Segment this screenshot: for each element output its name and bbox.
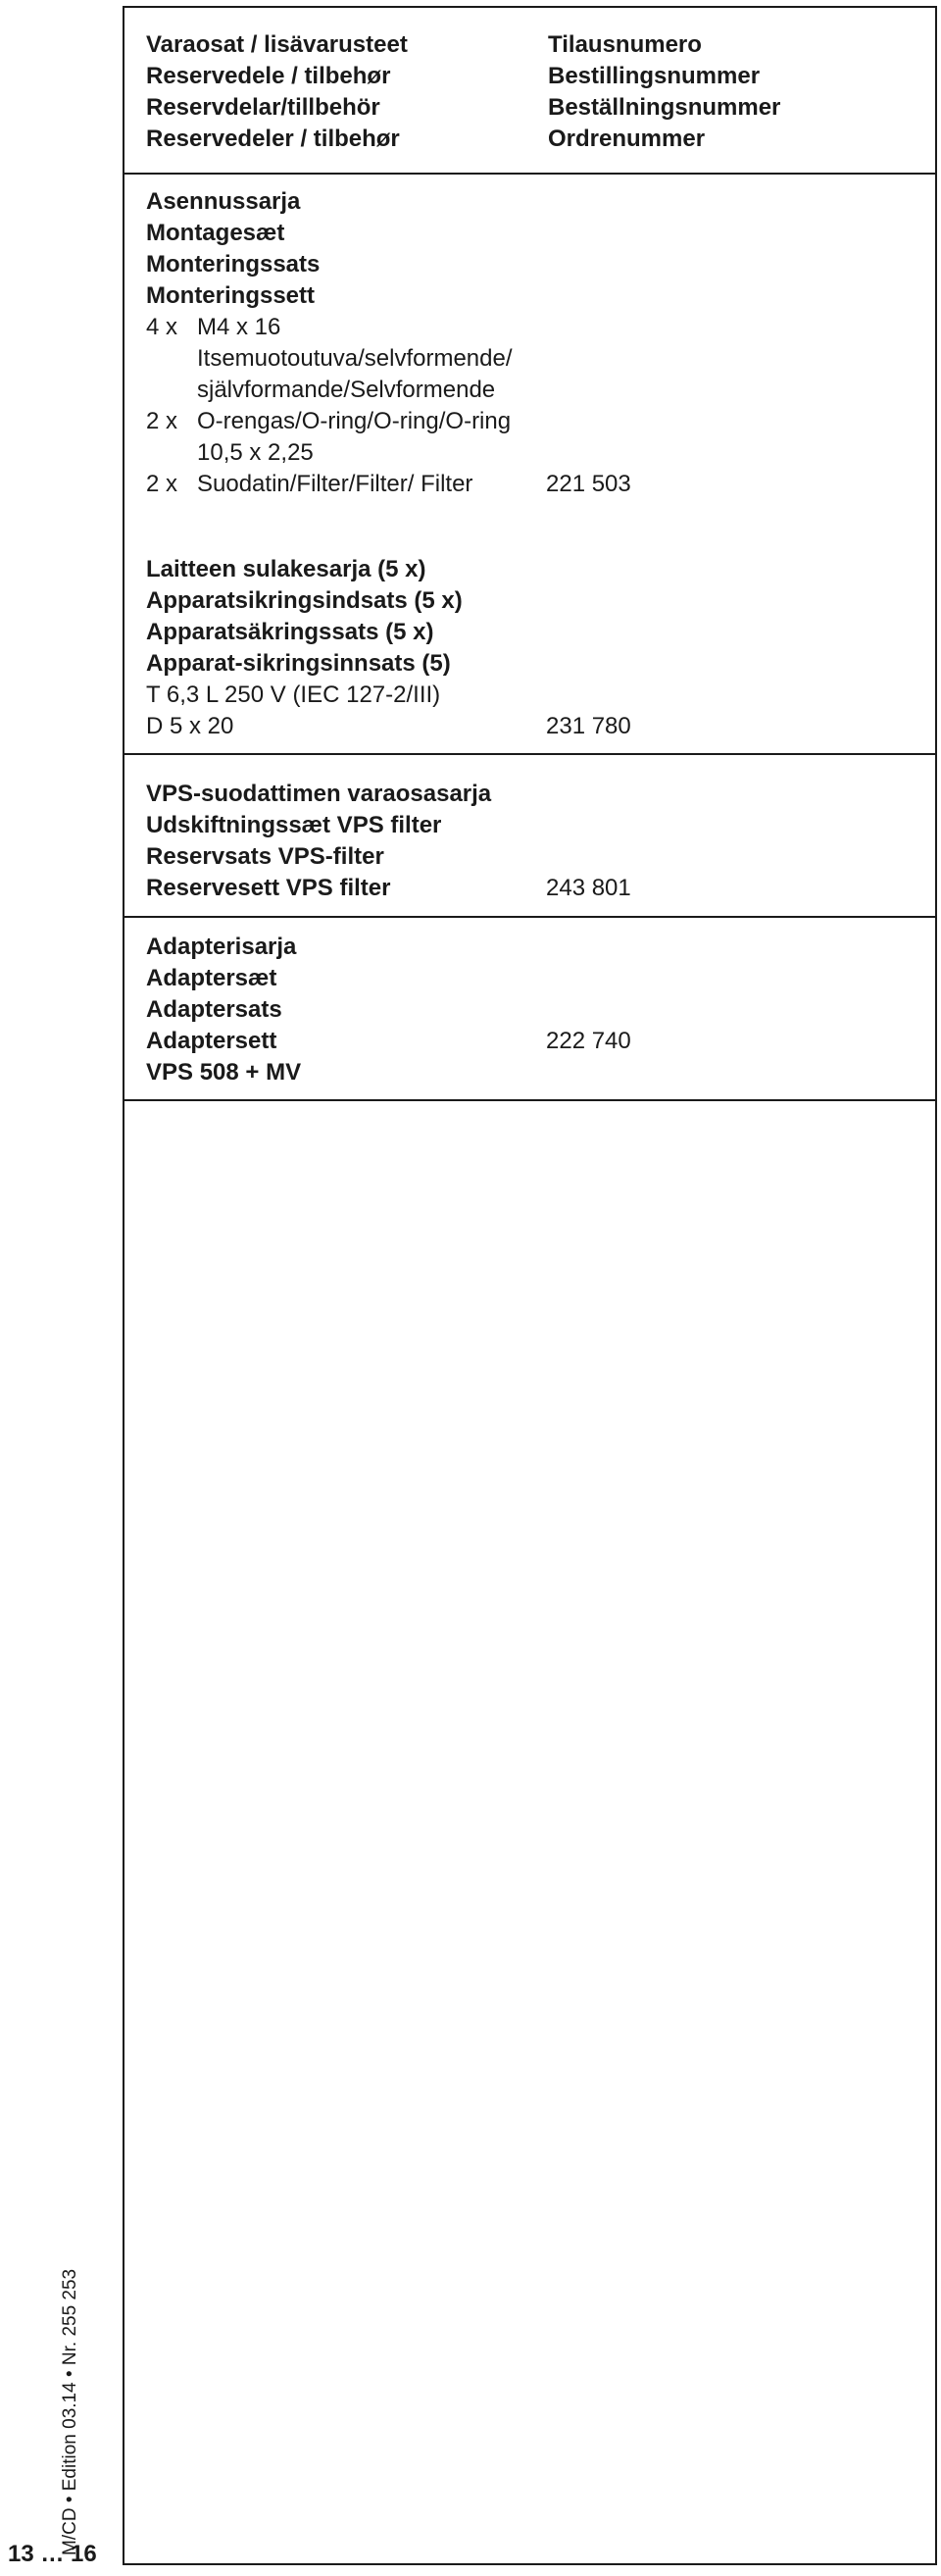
order-number: 221 503 [546,471,631,497]
section-title-text: Adaptersett [146,1028,277,1054]
item-qty: 4 x [146,314,178,340]
header-left-line: Reservdelar/tillbehör [146,94,380,121]
item-text: självformande/Selvformende [197,377,496,403]
header-right-line: Tilausnumero [548,31,702,58]
list-item [146,343,773,375]
section-title: Laitteen sulakesarja (5 x) [146,556,426,582]
edition-text: M/CD • Edition 03.14 • Nr. 255 253 [60,2268,80,2555]
spec-line [146,711,773,742]
section-title: Montagesæt [146,220,285,246]
header-left-line: Reservedele / tilbehør [146,63,391,89]
list-item [146,469,773,500]
section-title: Reservsats VPS-filter [146,843,384,870]
section-title: Adaptersats [146,996,282,1023]
section-title: Apparat-sikringsinnsats (5) [146,650,451,677]
section-title: Adaptersæt [146,965,277,991]
header [124,8,935,175]
section-title: Apparatsäkringssats (5 x) [146,619,434,645]
section-title: Monteringssats [146,251,321,278]
section-title [146,873,773,904]
item-text: Itsemuotoutuva/selvformende/ [197,345,513,372]
page-range: 13 … 16 [8,2541,97,2567]
header-right [548,29,780,155]
order-number: 222 740 [546,1028,631,1054]
section-fuse [146,554,773,742]
section-title: Adapterisarja [146,934,297,960]
section-title: Monteringssett [146,282,316,309]
header-left [146,29,408,155]
item-text: Suodatin/Filter/Filter/ Filter [197,471,473,497]
document-frame [123,6,937,2565]
item-text: O-rengas/O-ring/O-ring/O-ring [197,408,512,434]
header-right-line: Bestillingsnummer [548,63,761,89]
section-adapter [146,932,773,1088]
item-qty: 2 x [146,471,178,497]
header-left-line: Varaosat / lisävarusteet [146,31,408,58]
header-left-line: Reservedeler / tilbehør [146,126,400,152]
order-number: 231 780 [546,713,631,739]
divider [124,753,935,755]
spec-text: D 5 x 20 [146,713,234,739]
section-mounting [146,186,773,500]
list-item [146,406,773,437]
section-title: Apparatsikringsindsats (5 x) [146,587,463,614]
section-title: VPS-suodattimen varaosasarja [146,781,492,807]
header-right-line: Beställningsnummer [548,94,781,121]
list-item [146,437,773,469]
header-right-line: Ordrenummer [548,126,706,152]
section-title: Asennussarja [146,188,301,215]
section-title: Udskiftningssæt VPS filter [146,812,442,838]
section-title [146,1026,773,1057]
divider [124,1099,935,1101]
spec-line: T 6,3 L 250 V (IEC 127-2/III) [146,682,441,708]
section-title-text: Reservesett VPS filter [146,875,391,901]
item-text: M4 x 16 [197,314,281,340]
item-qty: 2 x [146,408,178,434]
section-vps [146,779,773,904]
divider [124,916,935,918]
edition-note [59,2268,82,2555]
list-item [146,312,773,343]
list-item [146,375,773,406]
section-title: VPS 508 + MV [146,1059,302,1086]
item-text: 10,5 x 2,25 [197,439,314,466]
order-number: 243 801 [546,875,631,901]
